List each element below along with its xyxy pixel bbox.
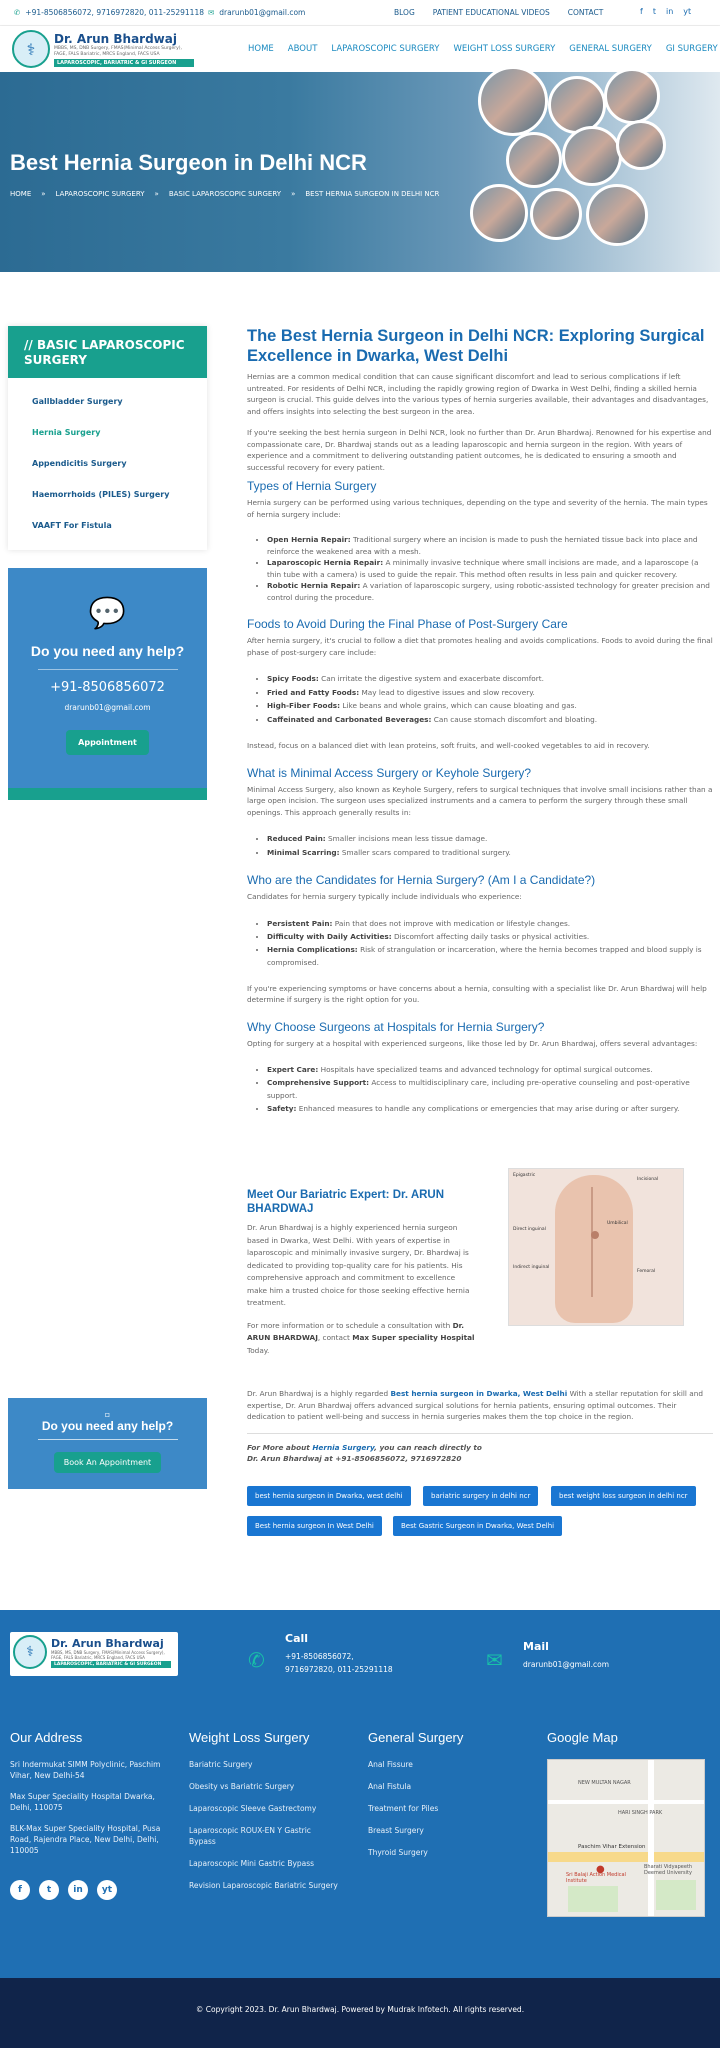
address-line: Max Super Speciality Hospital Dwarka, Delhi, 110075 [10, 1792, 155, 1812]
nav-home[interactable]: HOME [248, 44, 274, 54]
help-box-2 [8, 1398, 207, 1489]
why-paragraph: Opting for surgery at a hospital with experienced surgeons, like those led by Dr. Arun Bhardwaj, offers several advantages: [247, 1038, 698, 1048]
footer-link[interactable]: Anal Fistula [368, 1782, 412, 1791]
copyright-bar [0, 1978, 720, 2048]
regarded-link[interactable]: Best hernia surgeon in Dwarka, West Delhi [390, 1389, 568, 1398]
broken-image-icon: ▫ [104, 1410, 111, 1419]
article-title: The Best Hernia Surgeon in Delhi NCR: Exploring Surgical Excellence in Dwarka, West Delhi [247, 327, 705, 365]
breadcrumb [10, 190, 439, 198]
list-item: • Reduced Pain: Smaller incisions mean less tissue damage. [267, 832, 713, 846]
help-email[interactable]: drarunb01@gmail.com [64, 703, 151, 712]
phone-icon: ✆ [248, 1648, 265, 1672]
map-label: NEW MULTAN NAGAR [578, 1780, 631, 1786]
list-item: • Safety: Enhanced measures to handle any complications or emergencies that may arise during or after surgery. [267, 1102, 713, 1115]
help-title: Do you need any help? [30, 643, 185, 659]
list-item: • Open Hernia Repair: Traditional surgery where an incision is made to push the herniated tissue back into place and reinforce the weakened area with a mesh. [267, 534, 713, 557]
mail-icon: ✉ [486, 1648, 503, 1672]
site-footer [0, 1610, 720, 1978]
crumb-sep: » [154, 190, 159, 198]
top-phone[interactable] [14, 8, 204, 17]
sidebar-item-appendicitis[interactable]: Appendicitis Surgery [32, 459, 127, 468]
site-logo[interactable] [12, 30, 194, 68]
mail-icon: ✉ [208, 8, 215, 17]
crumb-basic[interactable]: BASIC LAPAROSCOPIC SURGERY [168, 190, 282, 198]
list-item: • Robotic Hernia Repair: A variation of laparoscopic surgery, using robotic-assisted technology for greater precision and control during the procedure. [267, 580, 713, 603]
list-item: • High-Fiber Foods: Like beans and whole grains, which can cause bloating and gas. [267, 699, 713, 713]
footer-link[interactable]: Breast Surgery [368, 1826, 424, 1835]
mas-list [267, 832, 713, 859]
hero-photo [470, 184, 528, 242]
meet-paragraph: Dr. Arun Bhardwaj is a highly experienced hernia surgeon based in Dwarka, West Delhi. With years of expertise in laparoscopic and minimally invasive surgery, Dr. Bhardwaj is dedicated to providing top-quality care for his patients. His comprehensive approach and commitment to excellence make him a trusted choice for those seeking effective hernia treatment. [247, 1223, 470, 1307]
image-label: Direct inguinal [513, 1227, 546, 1232]
linkedin-icon[interactable]: in [665, 7, 674, 16]
food-paragraph-2: Instead, focus on a balanced diet with lean proteins, soft fruits, and well-cooked vegetables to aid in recovery. [247, 741, 650, 750]
crumb-lap[interactable]: LAPAROSCOPIC SURGERY [55, 190, 145, 198]
help-box [8, 568, 207, 800]
help-phone[interactable]: +91-8506856072 [50, 680, 165, 695]
candidates-paragraph: Candidates for hernia surgery typically include individuals who experience: [247, 892, 522, 901]
logo-name: Dr. Arun Bhardwaj [54, 31, 177, 46]
candidates-heading: Who are the Candidates for Hernia Surgery? (Am I a Candidate?) [247, 873, 596, 887]
weight-loss-heading: Weight Loss Surgery [189, 1730, 310, 1745]
list-item: • Expert Care: Hospitals have specialized teams and advanced technology for optimal surgical outcomes. [267, 1063, 713, 1076]
map-pin-icon: ● [596, 1864, 605, 1875]
nav-about[interactable]: ABOUT [287, 44, 318, 54]
address-heading: Our Address [10, 1730, 83, 1745]
list-item: • Comprehensive Support: Access to multidisciplinary care, including pre-operative counseling and post-operative support. [267, 1076, 713, 1102]
sidebar-heading: // BASIC LAPAROSCOPIC SURGERY [8, 326, 207, 378]
book-appointment-button[interactable]: Book An Appointment [54, 1452, 161, 1473]
logo-mark-icon: ⚕ [12, 30, 50, 68]
youtube-icon[interactable]: yt [97, 1880, 117, 1900]
map-label: Sri Balaji Action Medical Institute [566, 1872, 626, 1884]
candidates-list [267, 917, 713, 969]
tag-button[interactable]: bariatric surgery in delhi ncr [423, 1486, 538, 1506]
phone-text: +91-8506856072, 9716972820, 011-25291118 [25, 8, 204, 17]
sidebar-item-vaaft[interactable]: VAAFT For Fistula [32, 521, 112, 530]
map-heading: Google Map [547, 1730, 618, 1745]
logo-name: Dr. Arun Bhardwaj [51, 1636, 164, 1650]
top-link-contact[interactable]: CONTACT [567, 8, 604, 17]
crumb-home[interactable]: HOME [10, 190, 32, 198]
footer-call-heading: Call [285, 1632, 309, 1645]
map-label: Paschim Vihar Extension [578, 1844, 646, 1850]
hero-photo [616, 120, 666, 170]
meet-contact: For more information or to schedule a consultation with Dr. ARUN BHARDWAJ, contact Max Super speciality Hospital Today. [247, 1320, 475, 1355]
footer-link[interactable]: Bariatric Surgery [189, 1760, 253, 1769]
logo-mark-icon: ⚕ [13, 1635, 47, 1669]
twitter-icon[interactable]: t [39, 1880, 59, 1900]
google-map[interactable] [547, 1759, 705, 1917]
footer-link[interactable]: Thyroid Surgery [368, 1848, 428, 1857]
nav-gi[interactable]: GI SURGERY [665, 44, 718, 54]
types-paragraph: Hernia surgery can be performed using various techniques, depending on the type and severity of the hernia. The main types of hernia surgery include: [247, 498, 708, 519]
map-label: Bharati Vidyapeeth Deemed University [644, 1864, 693, 1876]
nav-general[interactable]: GENERAL SURGERY [569, 44, 652, 54]
why-list [267, 1063, 713, 1115]
food-paragraph: After hernia surgery, it's crucial to follow a diet that promotes healing and avoids complications. Foods to avoid during the final phase of post-surgery care include: [247, 636, 713, 657]
mas-paragraph: Minimal Access Surgery, also known as Keyhole Surgery, refers to surgical techniques that involve small incisions rather than a large open incision. The surgeon uses specialized instruments and a camera to perform the surgery through these small openings. This approach generally results in: [247, 784, 713, 817]
hernia-surgery-link[interactable]: Hernia Surgery [312, 1442, 375, 1452]
footer-link[interactable]: Revision Laparoscopic Bariatric Surgery [189, 1881, 338, 1890]
list-item: • Minimal Scarring: Smaller scars compared to traditional surgery. [267, 846, 713, 860]
mas-heading: What is Minimal Access Surgery or Keyhole Surgery? [247, 765, 532, 780]
copyright-text: © Copyright 2023. Dr. Arun Bhardwaj. Powered by Mudrak Infotech. All rights reserved. [195, 2005, 525, 2014]
logo-credentials: MBBS, MS, DNB Surgery, FMAS(Minimal Access Surgery), FAGE, FALS Bariatric, MRCS England, FACS USA [51, 1649, 165, 1660]
youtube-icon[interactable]: yt [683, 7, 692, 16]
meet-section [247, 1188, 477, 1357]
hernia-diagram-image [508, 1168, 684, 1326]
sidebar-item-hernia[interactable]: Hernia Surgery [32, 428, 101, 437]
regarded-paragraph: Dr. Arun Bhardwaj is a highly regarded Best hernia surgeon in Dwarka, West Delhi With a stellar reputation for skill and expertise, Dr. Arun Bhardwaj offers advanced surgical solutions for hernia patients, ensuring optimal outcomes. Their dedication to patient well-being and success in hernia surgeries makes them the top choice in the region. [247, 1389, 703, 1421]
footer-logo[interactable] [10, 1632, 178, 1676]
hero-banner [0, 72, 720, 272]
types-list [267, 534, 713, 603]
food-heading: Foods to Avoid During the Final Phase of Post-Surgery Care [247, 617, 568, 631]
map-label: HARI SINGH PARK [618, 1810, 663, 1816]
image-label: Incisional [637, 1177, 659, 1182]
sidebar-item-gallbladder[interactable]: Gallbladder Surgery [32, 397, 123, 406]
intro-paragraph-2: If you're seeking the best hernia surgeon in Delhi NCR, look no further than Dr. Arun Bhardwaj. Renowned for his expertise and compassionate care, Dr. Bhardwaj stands out as a leading laparoscopic and hernia surgeon in the region. With years of experience and a commitment to delivering outstanding patient outcomes, he is dedicated to ensuring a smooth and successful recovery for every patient. [247, 428, 712, 472]
list-item: • Fried and Fatty Foods: May lead to digestive issues and slow recovery. [267, 686, 713, 700]
meet-heading: Meet Our Bariatric Expert: Dr. ARUN BHARDWAJ [247, 1189, 445, 1215]
image-label: Epigastric [513, 1173, 536, 1178]
footer-weight-loss [189, 1730, 359, 1891]
image-label: Umbilical [607, 1221, 628, 1226]
footer-link[interactable]: Anal Fissure [368, 1760, 413, 1769]
hero-photo [478, 66, 548, 136]
facebook-icon[interactable]: f [10, 1880, 30, 1900]
article [247, 326, 713, 1115]
footer-mail-heading: Mail [523, 1640, 549, 1653]
image-label: Indirect inguinal [513, 1265, 550, 1270]
footer-address [10, 1730, 170, 1900]
footer-link[interactable]: Laparoscopic Sleeve Gastrectomy [189, 1804, 317, 1813]
list-item: • Difficulty with Daily Activities: Discomfort affecting daily tasks or physical activities. [267, 930, 713, 943]
main-nav [248, 44, 718, 54]
address-line: Sri Indermukat SIMM Polyclinic, Paschim Vihar, New Delhi-54 [10, 1760, 161, 1780]
candidates-paragraph-2: If you're experiencing symptoms or have concerns about a hernia, consulting with a specialist like Dr. Arun Bhardwaj will help determine if surgery is the right option for you. [247, 983, 707, 1004]
footer-link[interactable]: Laparoscopic ROUX-EN Y Gastric Bypass [189, 1826, 311, 1846]
closing-section [247, 1388, 713, 1465]
appointment-button[interactable]: Appointment [66, 730, 149, 755]
types-heading: Types of Hernia Surgery [247, 479, 377, 493]
sidebar-item-haemorrhoids[interactable]: Haemorrhoids (PILES) Surgery [32, 490, 170, 499]
top-link-blog[interactable]: BLOG [394, 8, 415, 17]
tag-button[interactable]: Best Gastric Surgeon in Dwarka, West Delhi [393, 1516, 562, 1536]
top-link-videos[interactable]: PATIENT EDUCATIONAL VIDEOS [432, 8, 550, 17]
hero-photo [530, 188, 582, 240]
chat-bubbles-icon: 💬 [88, 596, 127, 631]
linkedin-icon[interactable]: in [68, 1880, 88, 1900]
hero-photo [506, 132, 562, 188]
help2-title: Do you need any help? [41, 1419, 174, 1433]
logo-tagline: LAPAROSCOPIC, BARIATRIC & GI SURGEON [54, 59, 194, 67]
hero-photo [562, 126, 622, 186]
phone-icon: ✆ [14, 8, 21, 17]
page-title: Best Hernia Surgeon in Delhi NCR [10, 150, 367, 175]
crumb-current: BEST HERNIA SURGEON IN DELHI NCR [305, 190, 440, 198]
site-header [0, 26, 720, 72]
top-email[interactable] [208, 8, 305, 17]
list-item: • Laparoscopic Hernia Repair: A minimally invasive technique where small incisions are made, and a laparoscope (a thin tube with a camera) is used to guide the repair. This method often results in less pain and quicker recovery. [267, 557, 713, 580]
more-info: For More about Hernia Surgery, you can reach directly to Dr. Arun Bhardwaj at +91-8506856072, 9716972820 [247, 1442, 482, 1463]
image-label: Femoral [637, 1269, 656, 1274]
footer-link[interactable]: Laparoscopic Mini Gastric Bypass [189, 1859, 315, 1868]
list-item: • Spicy Foods: Can irritate the digestive system and exacerbate discomfort. [267, 672, 713, 686]
hero-photo [548, 76, 606, 134]
twitter-icon[interactable]: t [652, 7, 656, 16]
tag-button[interactable]: best weight loss surgeon in delhi ncr [551, 1486, 696, 1506]
tag-button[interactable]: Best hernia surgeon In West Delhi [247, 1516, 382, 1536]
footer-mail[interactable]: drarunb01@gmail.com [523, 1660, 610, 1669]
nav-weight-loss[interactable]: WEIGHT LOSS SURGERY [453, 44, 556, 54]
food-list [267, 672, 713, 726]
crumb-sep: » [291, 190, 296, 198]
tag-button[interactable]: best hernia surgeon in Dwarka, west delhi [247, 1486, 411, 1506]
list-item: • Persistent Pain: Pain that does not improve with medication or lifestyle changes. [267, 917, 713, 930]
hero-photo [604, 68, 660, 124]
footer-general [368, 1730, 518, 1858]
top-bar [0, 0, 720, 26]
logo-credentials: MBBS, MS, DNB Surgery, FMAS(Minimal Access Surgery), FAGE, FALS Bariatric, MRCS England, FACS USA [54, 45, 182, 57]
list-item: • Caffeinated and Carbonated Beverages: Can cause stomach discomfort and bloating. [267, 713, 713, 727]
footer-link[interactable]: Obesity vs Bariatric Surgery [189, 1782, 295, 1791]
email-text: drarunb01@gmail.com [219, 8, 306, 17]
why-heading: Why Choose Surgeons at Hospitals for Hernia Surgery? [247, 1019, 545, 1034]
footer-call[interactable]: +91-8506856072, 9716972820, 011-25291118 [285, 1652, 393, 1674]
intro-paragraph: Hernias are a common medical condition that can cause significant discomfort and lead to serious complications if left untreated. For residents of Delhi NCR, including the rapidly growing region of Dwarka in West Delhi, finding a skilled hernia surgeon is crucial. This guide delves into the various types of hernia surgeries available, their advantages and disadvantages, and offers insights into selecting the best surgeon in the area. [247, 372, 709, 416]
facebook-icon[interactable]: f [640, 7, 643, 16]
sidebar-menu [8, 326, 207, 550]
list-item: • Hernia Complications: Risk of strangulation or incarceration, where the hernia becomes trapped and blood supply is compromised. [267, 943, 713, 969]
crumb-sep: » [41, 190, 46, 198]
footer-map-section [547, 1730, 705, 1917]
general-heading: General Surgery [368, 1730, 464, 1745]
address-line: BLK-Max Super Speciality Hospital, Pusa Road, Rajendra Place, New Delhi, Delhi, 110005 [10, 1824, 161, 1855]
hero-photo [586, 184, 648, 246]
footer-link[interactable]: Treatment for Piles [368, 1804, 439, 1813]
logo-tagline: LAPAROSCOPIC, BARIATRIC & GI SURGEON [51, 1661, 171, 1668]
nav-laparoscopic[interactable]: LAPAROSCOPIC SURGERY [331, 44, 440, 54]
